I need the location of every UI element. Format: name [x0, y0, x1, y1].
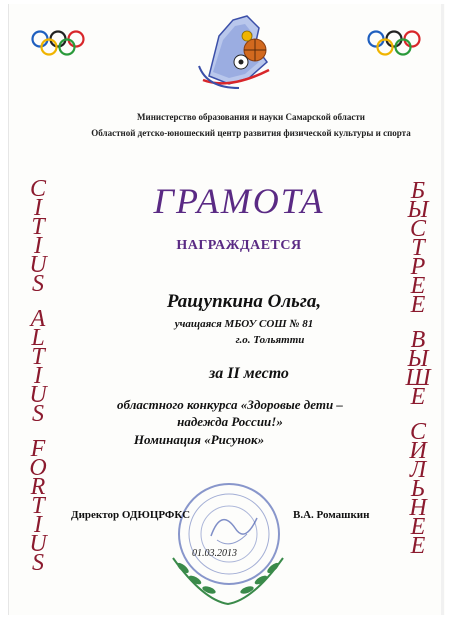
motto-latin: C I T I U S A L T I U S F O R T I U S — [29, 176, 47, 576]
ministry-line: Министерство образования и науки Самарской области — [137, 112, 365, 122]
award-label: НАГРАЖДАЕТСЯ — [176, 238, 302, 253]
director-name: В.А. Ромашкин — [293, 509, 370, 521]
contest-nomination: Номинация «Рисунок» — [133, 432, 265, 447]
certificate-title: ГРАМОТА — [153, 181, 325, 221]
award-place: за II место — [209, 365, 289, 382]
contest-line-1: областного конкурса «Здоровые дети – — [117, 397, 343, 412]
recipient-city: г.о. Тольятти — [235, 334, 305, 346]
contest-line-2: надежда России!» — [177, 414, 283, 429]
issue-date: 01.03.2013 — [192, 548, 237, 559]
olympic-rings-icon-right — [367, 30, 421, 58]
certificate-page — [8, 4, 445, 615]
region-emblem-icon — [189, 6, 281, 92]
motto-russian: Б Ы С Т Р Е Е В Ы Ш Е С И Л Ь Н Е Е — [405, 178, 431, 559]
page-edge — [441, 4, 444, 615]
center-line: Областной детско-юношеский центр развития физической культуры и спорта — [91, 128, 411, 138]
recipient-name: Ращупкина Ольга, — [166, 291, 322, 312]
recipient-role: учащаяся МБОУ СОШ № 81 — [174, 318, 314, 330]
olympic-rings-icon-left — [31, 30, 85, 58]
director-position: Директор ОДЮЦРФКС — [71, 509, 191, 521]
